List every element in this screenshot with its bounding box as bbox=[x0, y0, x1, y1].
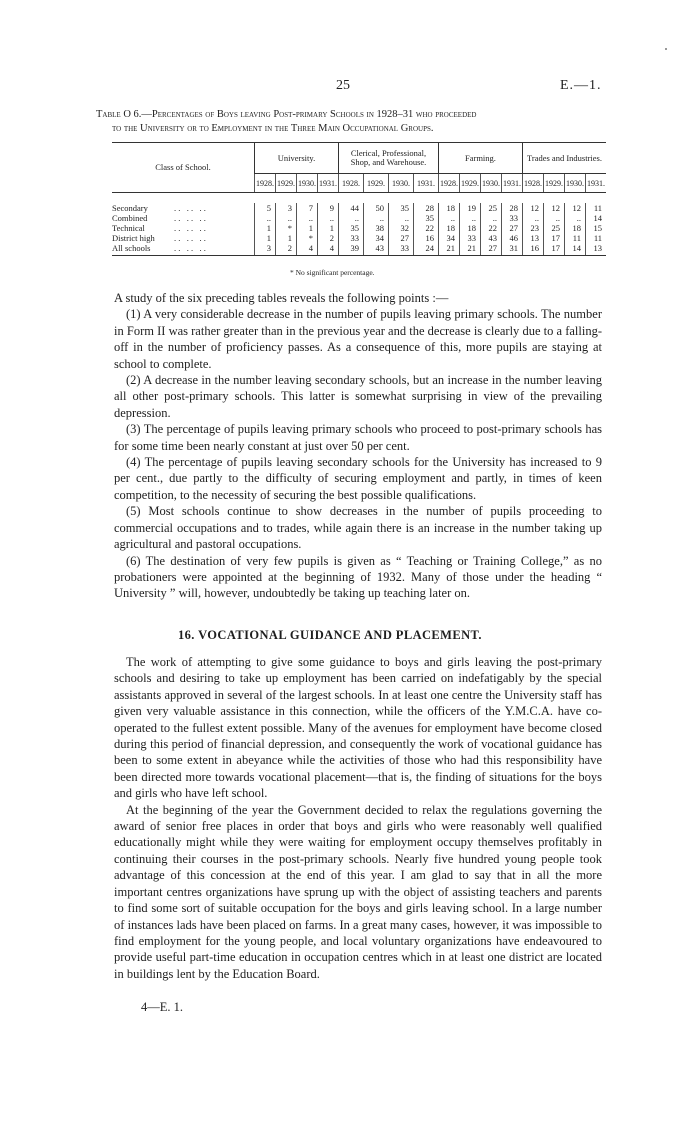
year-header: 1931. bbox=[501, 174, 522, 193]
table-cell: 16 bbox=[522, 243, 543, 256]
year-header: 1931. bbox=[318, 174, 339, 193]
table-cell: 35 bbox=[339, 223, 364, 233]
table-cell: 34 bbox=[438, 233, 459, 243]
section-heading: 16. VOCATIONAL GUIDANCE AND PLACEMENT. bbox=[178, 628, 482, 642]
table-cell: 50 bbox=[363, 203, 388, 213]
table-cell: .. bbox=[388, 213, 413, 223]
year-header: 1928. bbox=[339, 174, 364, 193]
table-cell: .. bbox=[339, 213, 364, 223]
year-header: 1929. bbox=[363, 174, 388, 193]
year-header: 1929. bbox=[276, 174, 297, 193]
table-cell: 17 bbox=[543, 233, 564, 243]
table-cell: 46 bbox=[501, 233, 522, 243]
table-cell: 2 bbox=[318, 233, 339, 243]
paragraph: The work of attempting to give some guidance to boys and girls leaving the post-primary schools and desiring to take up employment has been carried on indefatigably by the special assistants approved in several of the largest schools. In at least one centre the University staff has given very valuable assistance in this connection, while the officers of the Y.M.C.A. have co-operated to the fullest extent possible. Many of the avenues for employment have become closed during this period of financial depression, and consequently the work of vocational guidance has been to some extent in abeyance while the activities of those who had this responsibility have been directed more towards vocational placement—that is, the finding of situations for the boys and girls who have left school. bbox=[114, 655, 602, 801]
row-label bbox=[112, 233, 255, 243]
table-cell: 23 bbox=[522, 223, 543, 233]
row-label-text: District high bbox=[112, 232, 155, 243]
paragraph: (2) A decrease in the number leaving secondary schools, but an increase in the number leaving all other post-primary schools. This latter is somewhat surprising in view of the prevailing depression. bbox=[114, 373, 602, 420]
row-label-text: Secondary bbox=[112, 202, 148, 213]
table-cell: 16 bbox=[413, 233, 438, 243]
table-cell: 11 bbox=[585, 233, 606, 243]
table-cell: 5 bbox=[255, 203, 276, 213]
row-leader-dots: . . . . . . bbox=[174, 212, 206, 223]
table-cell: 34 bbox=[363, 233, 388, 243]
table-cell: 35 bbox=[413, 213, 438, 223]
table-cell: 32 bbox=[388, 223, 413, 233]
table-row bbox=[112, 223, 606, 233]
year-header: 1931. bbox=[413, 174, 438, 193]
table-cell: 35 bbox=[388, 203, 413, 213]
table-cell: .. bbox=[480, 213, 501, 223]
table-cell: 31 bbox=[501, 243, 522, 256]
table-cell: 1 bbox=[255, 233, 276, 243]
table-cell: 11 bbox=[585, 203, 606, 213]
table-cell: 12 bbox=[543, 203, 564, 213]
table-cell: 14 bbox=[585, 213, 606, 223]
table-cell: 1 bbox=[276, 233, 297, 243]
table-cell: .. bbox=[318, 213, 339, 223]
table-cell: 18 bbox=[564, 223, 585, 233]
table-row bbox=[112, 213, 606, 223]
table-cell: 12 bbox=[522, 203, 543, 213]
document-reference: E.—1. bbox=[560, 78, 602, 93]
table-cell: 38 bbox=[363, 223, 388, 233]
table-cell: 28 bbox=[501, 203, 522, 213]
table-cell: 14 bbox=[564, 243, 585, 256]
year-header: 1928. bbox=[438, 174, 459, 193]
paragraph: A study of the six preceding tables reveals the following points :— bbox=[114, 291, 449, 305]
row-label bbox=[112, 223, 255, 233]
row-label bbox=[112, 243, 255, 256]
section-1-body bbox=[114, 290, 602, 602]
section-2-body bbox=[114, 654, 602, 982]
table-cell: 12 bbox=[564, 203, 585, 213]
table-cell: 9 bbox=[318, 203, 339, 213]
table-cell: 25 bbox=[480, 203, 501, 213]
row-label-text: Technical bbox=[112, 222, 145, 233]
table-cell: 18 bbox=[459, 223, 480, 233]
table-cell: 19 bbox=[459, 203, 480, 213]
row-label bbox=[112, 213, 255, 223]
table-cell: 33 bbox=[501, 213, 522, 223]
table-row bbox=[112, 233, 606, 243]
table-cell: 44 bbox=[339, 203, 364, 213]
year-header: 1931. bbox=[585, 174, 606, 193]
table-caption bbox=[96, 108, 616, 136]
row-leader-dots: . . . . . . bbox=[174, 242, 206, 253]
table-cell: 17 bbox=[543, 243, 564, 256]
table-cell: .. bbox=[255, 213, 276, 223]
table-cell: .. bbox=[363, 213, 388, 223]
table-cell: 1 bbox=[318, 223, 339, 233]
table-cell: 33 bbox=[388, 243, 413, 256]
table-cell: 33 bbox=[339, 233, 364, 243]
year-header: 1930. bbox=[480, 174, 501, 193]
table-cell: 21 bbox=[459, 243, 480, 256]
paragraph: At the beginning of the year the Government decided to relax the regulations governing the award of senior free places in order that boys and girls who were reasonably well qualified educationally might while they were waiting for employment occupy themselves profitably in continuing their courses in the post-primary schools. Nearly five hundred young people took advantage of this concession at the end of this year. I am glad to say that in all the more important centres organizations have sprung up with the object of assisting teachers and parents to find some sort of suitable occupation for the boys and girls leaving school. In a large number of instances lads have been placed on farms. In a great many cases, however, it was impossible to find employment for the young people, and local voluntary organizations have endeavoured to provide useful part-time education in occupation centres which in at least one district are located in buildings lent by the Education Board. bbox=[114, 802, 602, 981]
group-header-university: University. bbox=[255, 143, 339, 174]
table-cell: 13 bbox=[522, 233, 543, 243]
paragraph: (6) The destination of very few pupils is given as “ Teaching or Training College,” as no probationers were appointed at the beginning of 1932. Many of those under the heading “ University ” will, however, undoubtedly be taking up teaching later on. bbox=[114, 553, 602, 601]
row-label-text: All schools bbox=[112, 242, 151, 253]
table-cell: 28 bbox=[413, 203, 438, 213]
paragraph: (5) Most schools continue to show decreases in the number of pupils proceeding to commercial occupations and to trades, while again there is an increase in the number taking up agricultural and pastoral occupations. bbox=[114, 504, 602, 552]
table-cell: 24 bbox=[413, 243, 438, 256]
page-number: 25 bbox=[336, 78, 350, 93]
table-cell: 33 bbox=[459, 233, 480, 243]
margin-mark bbox=[665, 48, 667, 50]
table-cell: .. bbox=[522, 213, 543, 223]
table-cell: 27 bbox=[388, 233, 413, 243]
table-cell: 43 bbox=[363, 243, 388, 256]
table-cell: .. bbox=[438, 213, 459, 223]
table-cell: 2 bbox=[276, 243, 297, 256]
year-header: 1928. bbox=[522, 174, 543, 193]
group-header-trades: Trades and Industries. bbox=[522, 143, 606, 174]
table-cell: 18 bbox=[438, 203, 459, 213]
year-header: 1930. bbox=[297, 174, 318, 193]
table-cell: 3 bbox=[276, 203, 297, 213]
table-cell: 39 bbox=[339, 243, 364, 256]
row-leader-dots: . . . . . . bbox=[174, 222, 206, 233]
row-label-text: Combined bbox=[112, 212, 148, 223]
year-header: 1929. bbox=[543, 174, 564, 193]
table-cell: 4 bbox=[318, 243, 339, 256]
table-cell: .. bbox=[276, 213, 297, 223]
percentages-table bbox=[112, 142, 606, 256]
table-cell: 13 bbox=[585, 243, 606, 256]
table-cell: 27 bbox=[480, 243, 501, 256]
table-cell: 21 bbox=[438, 243, 459, 256]
row-leader-dots: . . . . . . bbox=[174, 202, 206, 213]
table-caption-line-1: Table O 6.—Percentages of Boys leaving Post-primary Schools in 1928–31 who proceeded bbox=[96, 109, 477, 120]
table-cell: 3 bbox=[255, 243, 276, 256]
page-signature: 4—E. 1. bbox=[141, 1000, 184, 1014]
row-leader-dots: . . . . . . bbox=[174, 232, 206, 243]
table-cell: .. bbox=[543, 213, 564, 223]
table-cell: 22 bbox=[480, 223, 501, 233]
table-row bbox=[112, 203, 606, 213]
table-cell: 18 bbox=[438, 223, 459, 233]
year-header: 1928. bbox=[255, 174, 276, 193]
table-cell: .. bbox=[459, 213, 480, 223]
row-label bbox=[112, 203, 255, 213]
table-footnote: * No significant percentage. bbox=[290, 268, 375, 277]
group-header-clerical: Clerical, Professional, Shop, and Warehouse. bbox=[339, 143, 439, 174]
table-cell: 1 bbox=[297, 223, 318, 233]
table-cell: 11 bbox=[564, 233, 585, 243]
table-cell: .. bbox=[297, 213, 318, 223]
table-row bbox=[112, 243, 606, 256]
paragraph: (3) The percentage of pupils leaving primary schools who proceed to post-primary schools has for some time been nearly constant at just over 50 per cent. bbox=[114, 422, 602, 453]
table-cell: * bbox=[297, 233, 318, 243]
class-of-school-header: Class of School. bbox=[112, 143, 255, 193]
year-header: 1930. bbox=[564, 174, 585, 193]
table-body bbox=[112, 193, 606, 256]
table-cell: 15 bbox=[585, 223, 606, 233]
table-cell: 7 bbox=[297, 203, 318, 213]
table-cell: 4 bbox=[297, 243, 318, 256]
table-cell: .. bbox=[564, 213, 585, 223]
table-cell: 43 bbox=[480, 233, 501, 243]
table-cell: 25 bbox=[543, 223, 564, 233]
table-cell: * bbox=[276, 223, 297, 233]
year-header: 1930. bbox=[388, 174, 413, 193]
group-header-farming: Farming. bbox=[438, 143, 522, 174]
paragraph: (4) The percentage of pupils leaving secondary schools for the University has increased to 9 per cent., due partly to the difficulty of securing employment and partly, in times of keen competition, to the necessity of securing the best possible qualifications. bbox=[114, 455, 602, 502]
year-header: 1929. bbox=[459, 174, 480, 193]
table-caption-line-2: to the University or to Employment in the Three Main Occupational Groups. bbox=[112, 123, 434, 134]
paragraph: (1) A very considerable decrease in the number of pupils leaving primary schools. The number in Form II was rather greater than in the previous year and the decrease is clearly due to a falling-off in the number of proficiency passes. As a consequence of this, more pupils are staying at school to complete. bbox=[114, 307, 602, 371]
table-cell: 22 bbox=[413, 223, 438, 233]
table-cell: 1 bbox=[255, 223, 276, 233]
table-cell: 27 bbox=[501, 223, 522, 233]
